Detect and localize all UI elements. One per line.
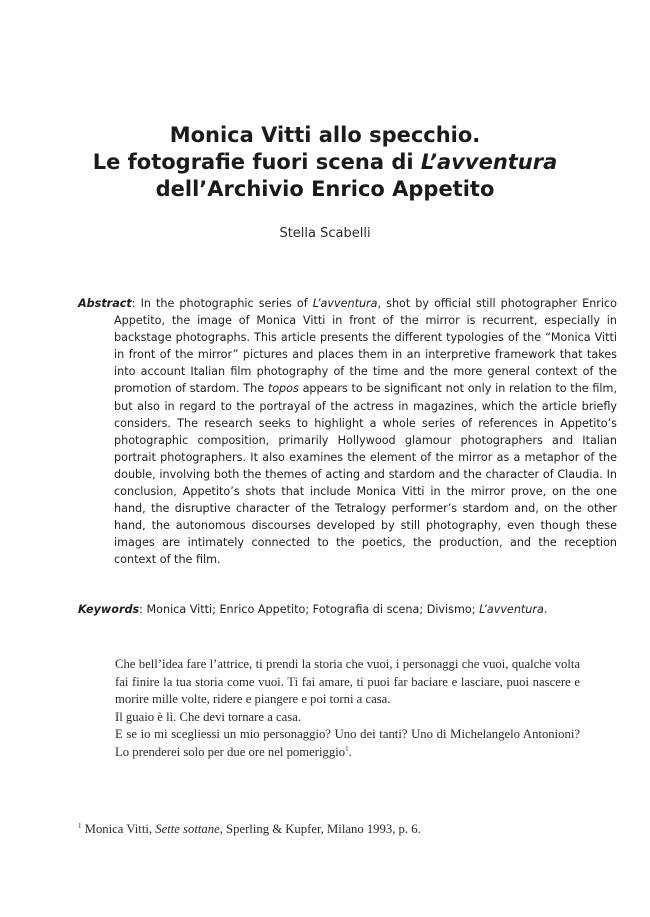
footnote-reference[interactable]: 1 (345, 744, 349, 753)
abstract-film-name: L’avventura (312, 297, 378, 310)
abstract-label-colon: : (131, 297, 141, 310)
author-name: Stella Scabelli (279, 226, 371, 241)
epigraph-paragraph-3 (115, 726, 580, 761)
epigraph-quote (115, 656, 580, 762)
title-line-1: Monica Vitti allo specchio. (169, 123, 481, 147)
epigraph-paragraph-3-text: E se io mi scegliessi un mio personaggio? Uno dei tanti? Uno di Michelangelo Antonioni? Lo prenderei solo per due ore nel pomeriggio (115, 727, 580, 759)
abstract-text-3: appears to be significant not only in relation to the film, but also in regard to the portrayal of the actress in magazines, which the article briefly considers. The research seeks to highlight a whole series of references in Appetito’s photographic composition, primarily Hollywood glamour photographers and Italian portrait photographers. It also examines the element of the mirror as a metaphor of the double, involving both the themes of acting and stardom and the character of Claudia. In conclusion, Appetito’s shots that include Monica Vitti in the mirror prove, on the one hand, the disruptive character of the Tetralogy performer’s stardom and, on the other hand, the autonomous discourses developed by still photography, even though these images are intimately connected to the poetics, the production, and the reception context of the film. (114, 382, 617, 567)
title-film-name: L’avventura (420, 150, 558, 174)
footnote-mark: 1 (78, 821, 82, 830)
epigraph-paragraph-3-end: . (348, 744, 352, 759)
title-line-3: dell’Archivio Enrico Appetito (155, 177, 495, 201)
footnote (78, 821, 598, 837)
keywords-label-colon: : (139, 603, 147, 616)
keywords-end: . (543, 603, 548, 616)
epigraph-paragraph-2: Il guaio è lì. Che devi tornare a casa. (115, 709, 302, 724)
abstract-text-1: In the photographic series of (140, 297, 313, 310)
keywords (78, 601, 598, 618)
epigraph-paragraph-1: Che bell’idea fare l’attrice, ti prendi la storia che vuoi, i personaggi che vuoi, qualche volta fai finire la tua storia come vuoi. Ti fai amare, ti puoi far baciare e lasciare, puoi nascere e morire mille volte, ridere e piangere e poi torni a casa. (115, 657, 580, 707)
abstract-text-2: , shot by official still photographer Enrico Appetito, the image of Monica Vitti in front of the mirror is recurrent, especially in backstage photographs. This article presents the different typologies of the “Monica Vitti in front of the mirror” pictures and places them in an interpretive framework that takes into account Italian film photography of the time and the more general context of the promotion of stardom. The (114, 297, 617, 396)
footnote-text-1: Monica Vitti, (81, 822, 156, 836)
footnote-book-title: Sette sottane (155, 822, 220, 836)
footnote-text-2: , Sperling & Kupfer, Milano 1993, p. 6. (219, 822, 421, 836)
abstract-topos: topos (267, 382, 299, 396)
article-title (0, 122, 650, 203)
keywords-label: Keywords (78, 603, 140, 616)
title-line-2-text: Le fotografie fuori scena di (92, 150, 421, 174)
abstract-label: Abstract (78, 297, 132, 310)
keywords-film-name: L’avventura (479, 603, 544, 616)
keywords-list: Monica Vitti; Enrico Appetito; Fotografia di scena; Divismo; (146, 603, 480, 616)
abstract (78, 295, 617, 569)
title-line-2 (0, 149, 650, 176)
